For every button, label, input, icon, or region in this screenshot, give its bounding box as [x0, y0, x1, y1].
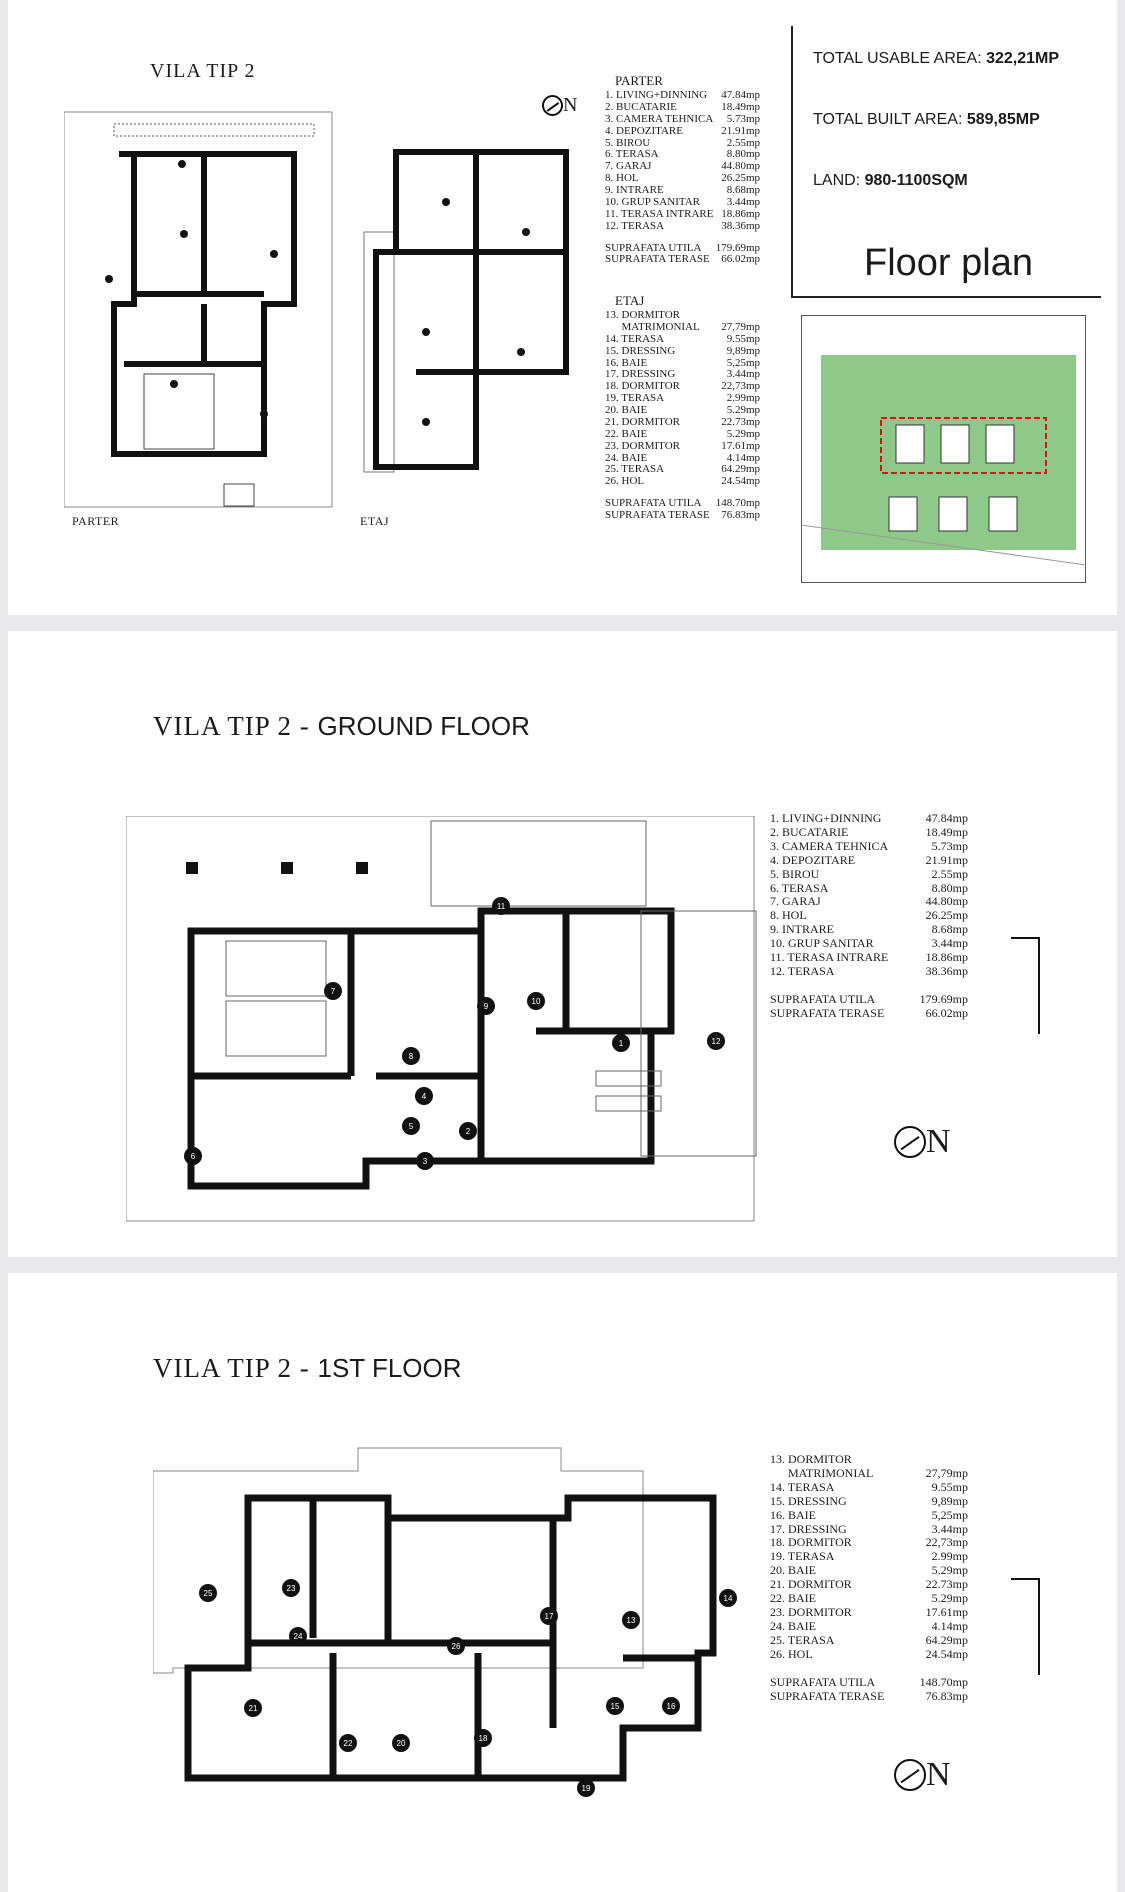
room-name: 7. GARAJ — [605, 160, 652, 173]
table-row — [770, 1592, 968, 1606]
room-name: 6. TERASA — [770, 880, 829, 895]
room-area: 38.36mp — [925, 963, 968, 978]
sheet-title — [153, 711, 530, 742]
room-name: 3. CAMERA TEHNICA — [605, 112, 714, 125]
svg-text:18: 18 — [478, 1734, 488, 1743]
room-name: 4. DEPOZITARE — [770, 852, 856, 867]
room-area: 2.55mp — [931, 866, 968, 881]
etaj-table-heading: ETAJ — [615, 293, 645, 308]
compass-icon — [542, 95, 563, 116]
room-area: 3.44mp — [726, 368, 760, 381]
ground-floor-sheet — [8, 631, 1117, 1257]
room-area: 18.86mp — [721, 207, 760, 220]
first-floor-plan-drawing — [153, 1443, 753, 1838]
room-area: 4.14mp — [726, 451, 760, 464]
room-name: 14. TERASA — [605, 332, 665, 345]
room-area: 5,25mp — [726, 356, 760, 369]
total-value: 76.83mp — [721, 509, 760, 522]
room-number-markers — [199, 1579, 737, 1797]
room-area: 26.25mp — [721, 172, 760, 185]
svg-text:10: 10 — [531, 997, 541, 1006]
room-area: 5.29mp — [931, 1563, 968, 1578]
table-row — [770, 854, 968, 868]
room-area: 9,89mp — [726, 344, 760, 357]
parter-room-markers — [105, 160, 278, 418]
total-label: SUPRAFATA UTILA — [770, 1674, 876, 1689]
stats-divider-vertical — [791, 26, 793, 296]
total-value: 66.02mp — [721, 253, 760, 266]
room-name: 25. TERASA — [605, 463, 665, 476]
room-name: 17. DRESSING — [605, 368, 676, 381]
room-area: 18.49mp — [925, 824, 968, 839]
room-name: 2. BUCATARIE — [770, 824, 849, 839]
table-total-row — [605, 510, 760, 522]
room-name: 3. CAMERA TEHNICA — [770, 838, 889, 853]
room-name: 9. INTRARE — [770, 922, 834, 937]
table-row — [770, 1523, 968, 1537]
table-total-row — [605, 254, 760, 266]
svg-text:21: 21 — [248, 1704, 258, 1713]
room-name: 1. LIVING+DINNING — [770, 811, 882, 825]
room-name: 18. DORMITOR — [770, 1535, 852, 1550]
table-total-row — [770, 1690, 968, 1704]
svg-text:9: 9 — [483, 1002, 489, 1011]
room-name: 21. DORMITOR — [605, 415, 680, 428]
room-name: 16. BAIE — [770, 1507, 816, 1522]
stat-land — [813, 172, 968, 190]
total-label: SUPRAFATA TERASE — [605, 253, 710, 266]
etaj-plan-drawing — [356, 122, 581, 497]
total-value: 66.02mp — [925, 1005, 968, 1020]
room-name: MATRIMONIAL — [770, 1465, 874, 1480]
overview-sheet — [8, 0, 1117, 615]
stat-label: LAND: — [813, 172, 861, 189]
room-name: 24. BAIE — [605, 451, 648, 464]
room-area: 24.54mp — [721, 475, 760, 488]
room-name: 5. BIROU — [770, 866, 820, 881]
table-row — [770, 965, 968, 979]
room-area: 3.44mp — [931, 936, 968, 951]
parter-table-heading: PARTER — [615, 73, 663, 88]
svg-text:7: 7 — [330, 987, 336, 996]
total-value: 148.70mp — [919, 1674, 968, 1689]
floor-plan-title: Floor plan — [864, 242, 1033, 284]
room-name: 13. DORMITOR — [605, 309, 680, 322]
table-row — [770, 951, 968, 965]
total-label: SUPRAFATA TERASE — [770, 1688, 885, 1703]
corner-bracket — [1011, 1578, 1040, 1675]
room-name: 1. LIVING+DINNING — [605, 89, 708, 102]
room-area: 47.84mp — [721, 89, 760, 102]
room-area: 5.29mp — [726, 404, 760, 417]
table-row — [770, 1634, 968, 1648]
room-name: 26. HOL — [770, 1646, 813, 1661]
room-area: 2.99mp — [726, 392, 760, 405]
north-letter: N — [926, 1123, 951, 1160]
room-name: 17. DRESSING — [770, 1521, 847, 1536]
parter-plan-drawing — [64, 104, 339, 509]
table-total-row — [770, 1007, 968, 1021]
table-row — [605, 114, 760, 126]
compass-icon — [894, 1759, 926, 1791]
room-area: 9.55mp — [726, 332, 760, 345]
total-label: SUPRAFATA UTILA — [605, 497, 702, 510]
table-row — [770, 1453, 968, 1467]
room-name: 22. BAIE — [605, 427, 648, 440]
room-area: 2.99mp — [931, 1549, 968, 1564]
first-floor-area-table — [770, 1453, 968, 1703]
room-name: 10. GRUP SANITAR — [605, 195, 700, 208]
room-name: 23. DORMITOR — [605, 439, 680, 452]
room-area: 2.55mp — [726, 136, 760, 149]
table-row — [770, 868, 968, 882]
svg-text:2: 2 — [465, 1127, 471, 1136]
svg-text:6: 6 — [190, 1152, 196, 1161]
table-row — [770, 812, 968, 826]
table-row — [770, 1648, 968, 1662]
stat-value: 980-1100SQM — [864, 172, 968, 189]
room-name: 26. HOL — [605, 475, 645, 488]
table-row — [770, 1564, 968, 1578]
table-row — [770, 1620, 968, 1634]
room-area: 18.49mp — [721, 100, 760, 113]
room-area: 5.29mp — [726, 427, 760, 440]
svg-text:8: 8 — [408, 1052, 414, 1061]
svg-text:5: 5 — [408, 1122, 414, 1131]
total-value: 148.70mp — [715, 497, 760, 510]
title-text: VILA TIP 2 - — [153, 1353, 318, 1383]
room-name: 18. DORMITOR — [605, 380, 680, 393]
svg-text:3: 3 — [422, 1157, 428, 1166]
total-value: 76.83mp — [925, 1688, 968, 1703]
north-letter: N — [563, 94, 578, 116]
table-row — [770, 1536, 968, 1550]
room-name: 20. BAIE — [605, 404, 648, 417]
svg-text:14: 14 — [723, 1594, 733, 1603]
room-name: 7. GARAJ — [770, 894, 821, 909]
parter-area-table — [605, 74, 760, 266]
total-label: SUPRAFATA TERASE — [770, 1005, 885, 1020]
room-name: 16. BAIE — [605, 356, 648, 369]
sheet-title: VILA TIP 2 — [150, 60, 256, 82]
total-label: SUPRAFATA UTILA — [605, 241, 702, 254]
room-area: 38.36mp — [721, 219, 760, 232]
svg-text:4: 4 — [421, 1092, 427, 1101]
table-row — [770, 937, 968, 951]
table-row — [605, 197, 760, 209]
stat-value: 322,21MP — [986, 50, 1060, 67]
total-label: SUPRAFATA TERASE — [605, 509, 710, 522]
compass-icon — [894, 1126, 926, 1158]
room-area: 5.73mp — [931, 838, 968, 853]
room-name: 4. DEPOZITARE — [605, 124, 683, 137]
room-area: 47.84mp — [925, 811, 968, 825]
site-plan-image — [801, 315, 1086, 583]
total-value: 179.69mp — [919, 991, 968, 1006]
title-subtitle: 1ST FLOOR — [317, 1353, 462, 1383]
room-area: 64.29mp — [721, 463, 760, 476]
room-area: 22.73mp — [925, 1577, 968, 1592]
room-name: 20. BAIE — [770, 1563, 816, 1578]
room-area: 5.29mp — [931, 1591, 968, 1606]
table-row — [770, 1495, 968, 1509]
room-area: 21.91mp — [925, 852, 968, 867]
room-area: 9,89mp — [931, 1493, 968, 1508]
table-row — [770, 923, 968, 937]
room-name: 15. DRESSING — [605, 344, 676, 357]
first-floor-sheet — [8, 1273, 1117, 1892]
stat-built-area — [813, 111, 1040, 129]
north-letter: N — [926, 1756, 951, 1793]
north-indicator — [894, 1756, 951, 1794]
svg-text:19: 19 — [581, 1784, 591, 1793]
room-name: 12. TERASA — [770, 963, 835, 978]
title-text: VILA TIP 2 - — [153, 711, 318, 741]
table-total-row — [770, 1676, 968, 1690]
table-row — [770, 1606, 968, 1620]
ground-floor-area-table — [770, 812, 968, 1021]
room-name: 8. HOL — [770, 908, 807, 923]
room-name: 10. GRUP SANITAR — [770, 936, 874, 951]
room-area: 18.86mp — [925, 950, 968, 965]
room-area: 27,79mp — [721, 320, 760, 333]
room-area: 5,25mp — [931, 1507, 968, 1522]
room-name: 2. BUCATARIE — [605, 100, 677, 113]
room-name: 6. TERASA — [605, 148, 659, 161]
room-name: 23. DORMITOR — [770, 1604, 852, 1619]
room-area: 17.61mp — [925, 1604, 968, 1619]
room-name: 19. TERASA — [605, 392, 665, 405]
table-row — [770, 1578, 968, 1592]
table-row — [770, 1550, 968, 1564]
stat-value: 589,85MP — [966, 111, 1040, 128]
svg-text:16: 16 — [666, 1702, 676, 1711]
table-row — [605, 417, 760, 429]
room-area: 26.25mp — [925, 908, 968, 923]
table-row — [770, 882, 968, 896]
table-row — [605, 102, 760, 114]
svg-text:23: 23 — [286, 1584, 296, 1593]
room-name: 5. BIROU — [605, 136, 651, 149]
room-name: MATRIMONIAL — [605, 320, 700, 333]
svg-text:15: 15 — [610, 1702, 620, 1711]
north-indicator — [894, 1123, 951, 1161]
room-name: 13. DORMITOR — [770, 1452, 852, 1466]
room-area: 27,79mp — [925, 1465, 968, 1480]
etaj-label: ETAJ — [360, 514, 390, 528]
table-row — [605, 209, 760, 221]
room-area: 44.80mp — [721, 160, 760, 173]
room-area: 9.55mp — [931, 1479, 968, 1494]
room-name: 21. DORMITOR — [770, 1577, 852, 1592]
svg-text:25: 25 — [203, 1589, 213, 1598]
table-row — [770, 1481, 968, 1495]
room-name: 11. TERASA INTRARE — [605, 207, 714, 220]
table-row — [770, 840, 968, 854]
stats-divider-horizontal — [791, 296, 1101, 298]
svg-text:26: 26 — [451, 1642, 461, 1651]
stat-usable-area — [813, 50, 1059, 68]
svg-text:12: 12 — [711, 1037, 721, 1046]
svg-text:11: 11 — [496, 902, 506, 911]
svg-text:13: 13 — [626, 1616, 636, 1625]
table-row — [770, 1509, 968, 1523]
room-name: 14. TERASA — [770, 1479, 835, 1494]
room-name: 12. TERASA — [605, 219, 665, 232]
room-area: 3.44mp — [726, 195, 760, 208]
north-indicator — [542, 94, 577, 117]
room-name: 19. TERASA — [770, 1549, 835, 1564]
column-markers — [186, 862, 368, 874]
room-area: 4.14mp — [931, 1618, 968, 1633]
table-row — [605, 322, 760, 334]
table-total-row — [770, 993, 968, 1007]
title-subtitle: GROUND FLOOR — [317, 711, 530, 741]
room-name: 22. BAIE — [770, 1591, 816, 1606]
room-area: 44.80mp — [925, 894, 968, 909]
total-value: 179.69mp — [715, 241, 760, 254]
room-area: 24.54mp — [925, 1646, 968, 1661]
room-area: 5.73mp — [726, 112, 760, 125]
table-row — [770, 895, 968, 909]
svg-text:22: 22 — [343, 1739, 353, 1748]
room-area: 22,73mp — [925, 1535, 968, 1550]
corner-bracket — [1011, 937, 1040, 1034]
room-area: 8.68mp — [931, 922, 968, 937]
etaj-area-table — [605, 294, 760, 522]
table-row — [605, 476, 760, 488]
svg-text:17: 17 — [544, 1612, 554, 1621]
stat-label: TOTAL BUILT AREA: — [813, 111, 963, 128]
total-label: SUPRAFATA UTILA — [770, 991, 876, 1006]
ground-floor-plan-drawing — [126, 816, 766, 1224]
room-area: 8.80mp — [931, 880, 968, 895]
room-area: 22,73mp — [721, 380, 760, 393]
table-row — [770, 826, 968, 840]
room-area: 22.73mp — [721, 415, 760, 428]
room-area: 8.68mp — [726, 184, 760, 197]
table-row — [605, 221, 760, 233]
table-row — [605, 429, 760, 441]
room-name: 15. DRESSING — [770, 1493, 847, 1508]
room-area: 8.80mp — [726, 148, 760, 161]
table-row — [605, 441, 760, 453]
svg-text:1: 1 — [618, 1039, 624, 1048]
table-row — [770, 909, 968, 923]
svg-text:20: 20 — [396, 1739, 406, 1748]
room-area: 3.44mp — [931, 1521, 968, 1536]
room-area: 17.61mp — [721, 439, 760, 452]
room-name: 25. TERASA — [770, 1632, 835, 1647]
parter-label: PARTER — [72, 514, 120, 528]
table-row — [605, 334, 760, 346]
room-name: 11. TERASA INTRARE — [770, 950, 889, 965]
room-area: 21.91mp — [721, 124, 760, 137]
table-row — [605, 346, 760, 358]
room-name: 9. INTRARE — [605, 184, 664, 197]
room-area: 64.29mp — [925, 1632, 968, 1647]
room-name: 8. HOL — [605, 172, 639, 185]
room-name: 24. BAIE — [770, 1618, 816, 1633]
table-row — [605, 126, 760, 138]
table-row — [770, 1467, 968, 1481]
stat-label: TOTAL USABLE AREA: — [813, 50, 982, 67]
sheet-title — [153, 1353, 462, 1384]
svg-text:24: 24 — [293, 1632, 303, 1641]
